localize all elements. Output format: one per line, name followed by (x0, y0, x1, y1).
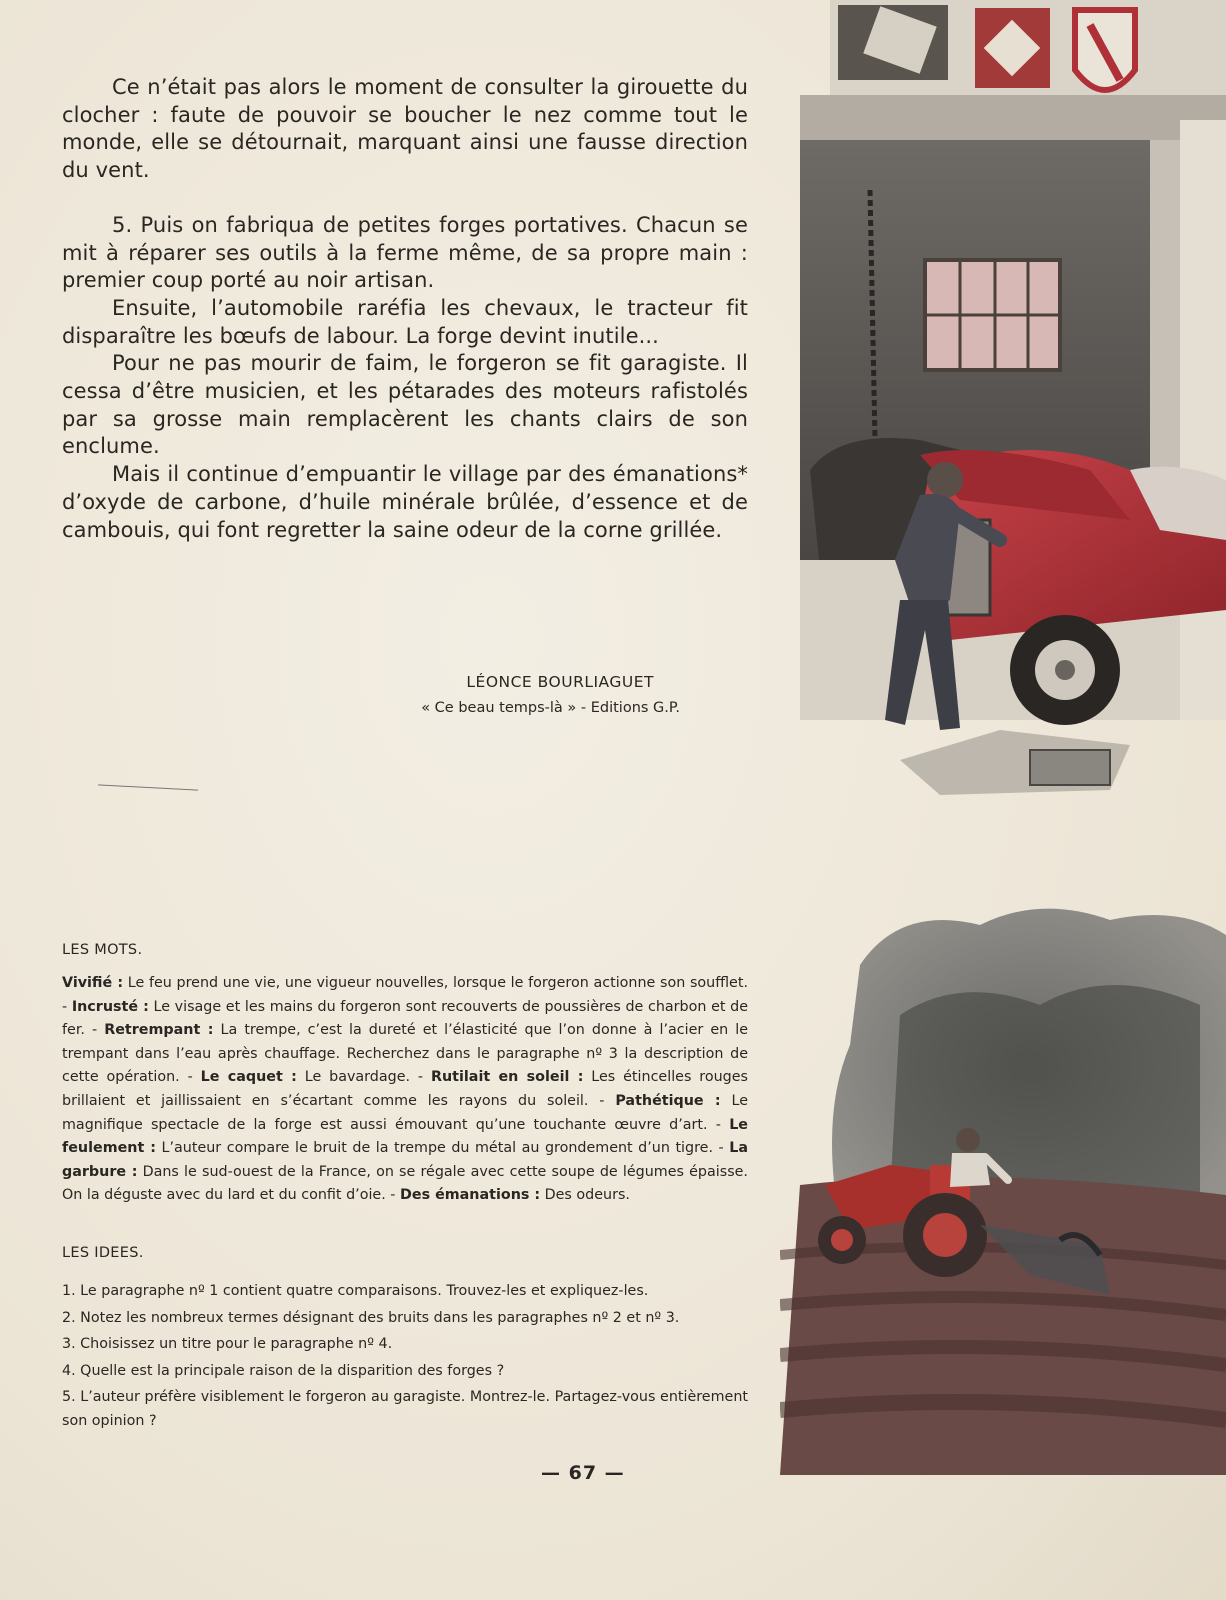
ideas-questions (62, 1280, 748, 1437)
term: Le caquet : (200, 1069, 297, 1086)
definition: Les étincelles rouges brillaient et jaillissaient en s’écartant comme les rayons du soleil. - (62, 1069, 748, 1109)
question-2: 2. Notez les nombreux termes désignant des bruits dans les paragraphes nº 2 et nº 3. (62, 1309, 680, 1326)
definition: La trempe, c’est la dureté et l’élasticité que l’on donne à l’acier en le trempant dans l’eau après chauffage. Recherchez dans le paragraphe nº 3 la description de cette opération. - (62, 1022, 748, 1086)
words-section-title: LES MOTS. (62, 942, 143, 958)
term: Le feulement : (62, 1116, 748, 1157)
definition: Le feu prend une vie, une vigueur nouvelles, lorsque le forgeron actionne son soufflet. - (62, 975, 748, 1015)
question-4: 4. Quelle est la principale raison de la disparition des forges ? (62, 1362, 505, 1379)
term: Incrusté : (71, 998, 149, 1015)
definition: Des odeurs. (540, 1187, 630, 1204)
term: Pathétique : (615, 1092, 721, 1109)
paragraph-2: 5. Puis on fabriqua de petites forges portatives. Chacun se mit à réparer ses outils à la ferme même, de sa propre main : premier coup porté au noir artisan. (62, 212, 748, 293)
term: Rutilait en soleil : (430, 1069, 584, 1086)
term: Retrempant : (104, 1022, 214, 1039)
term: Des émanations : (400, 1187, 541, 1204)
source-reference: « Ce beau temps-là » - Editions G.P. (421, 700, 680, 716)
term: La garbure : (62, 1140, 748, 1180)
question-3: 3. Choisissez un titre pour le paragraphe nº 4. (62, 1336, 393, 1353)
definition: Le visage et les mains du forgeron sont recouverts de poussières de charbon et de fer. - (62, 998, 748, 1039)
definition: Le magnifique spectacle de la forge est aussi émouvant qu’une touchante œuvre d’art. - (62, 1092, 748, 1133)
garage-illustration (800, 0, 1226, 800)
paragraph-4: Pour ne pas mourir de faim, le forgeron se fit garagiste. Il cessa d’être musicien, et les pétarades des moteurs rafistolés par sa grosse main remplacèrent les chants clairs de son enclume. (62, 351, 748, 459)
question-5: 5. L’auteur préfère visiblement le forgeron au garagiste. Montrez-le. Partagez-vous entièrement son opinion ? (62, 1389, 748, 1429)
ideas-section-title: LES IDEES. (62, 1245, 144, 1261)
term: Vivifié : (62, 975, 124, 991)
paragraph-1: Ce n’était pas alors le moment de consulter la girouette du clocher : faute de pouvoir se boucher le nez comme tout le monde, elle se détournait, marquant ainsi une fausse direction du vent. (62, 75, 748, 183)
stray-pencil-mark (98, 784, 198, 792)
definition: Dans le sud-ouest de la France, on se régale avec cette soupe de légumes épaisse. On la déguste avec du lard et du confit d’oie. - (62, 1163, 748, 1204)
tractor-field-illustration (780, 895, 1226, 1475)
author-name: LÉONCE BOURLIAGUET (466, 673, 654, 691)
question-1: 1. Le paragraphe nº 1 contient quatre comparaisons. Trouvez-les et expliquez-les. (62, 1283, 649, 1299)
paragraph-3: Ensuite, l’automobile raréfia les chevaux, le tracteur fit disparaître les bœufs de labour. La forge devint inutile... (62, 295, 748, 348)
definition: L’auteur compare le bruit de la trempe du métal au grondement d’un tigre. - (155, 1140, 730, 1157)
main-text (62, 74, 748, 544)
paragraph-5: Mais il continue d’empuantir le village par des émanations* d’oxyde de carbone, d’huile minérale brûlée, d’essence et de cambouis, qui font regretter la saine odeur de la corne grillée. (62, 462, 748, 542)
page-number: — 67 — (541, 1462, 625, 1484)
words-glossary (62, 972, 748, 1208)
definition: Le bavardage. - (296, 1069, 431, 1086)
